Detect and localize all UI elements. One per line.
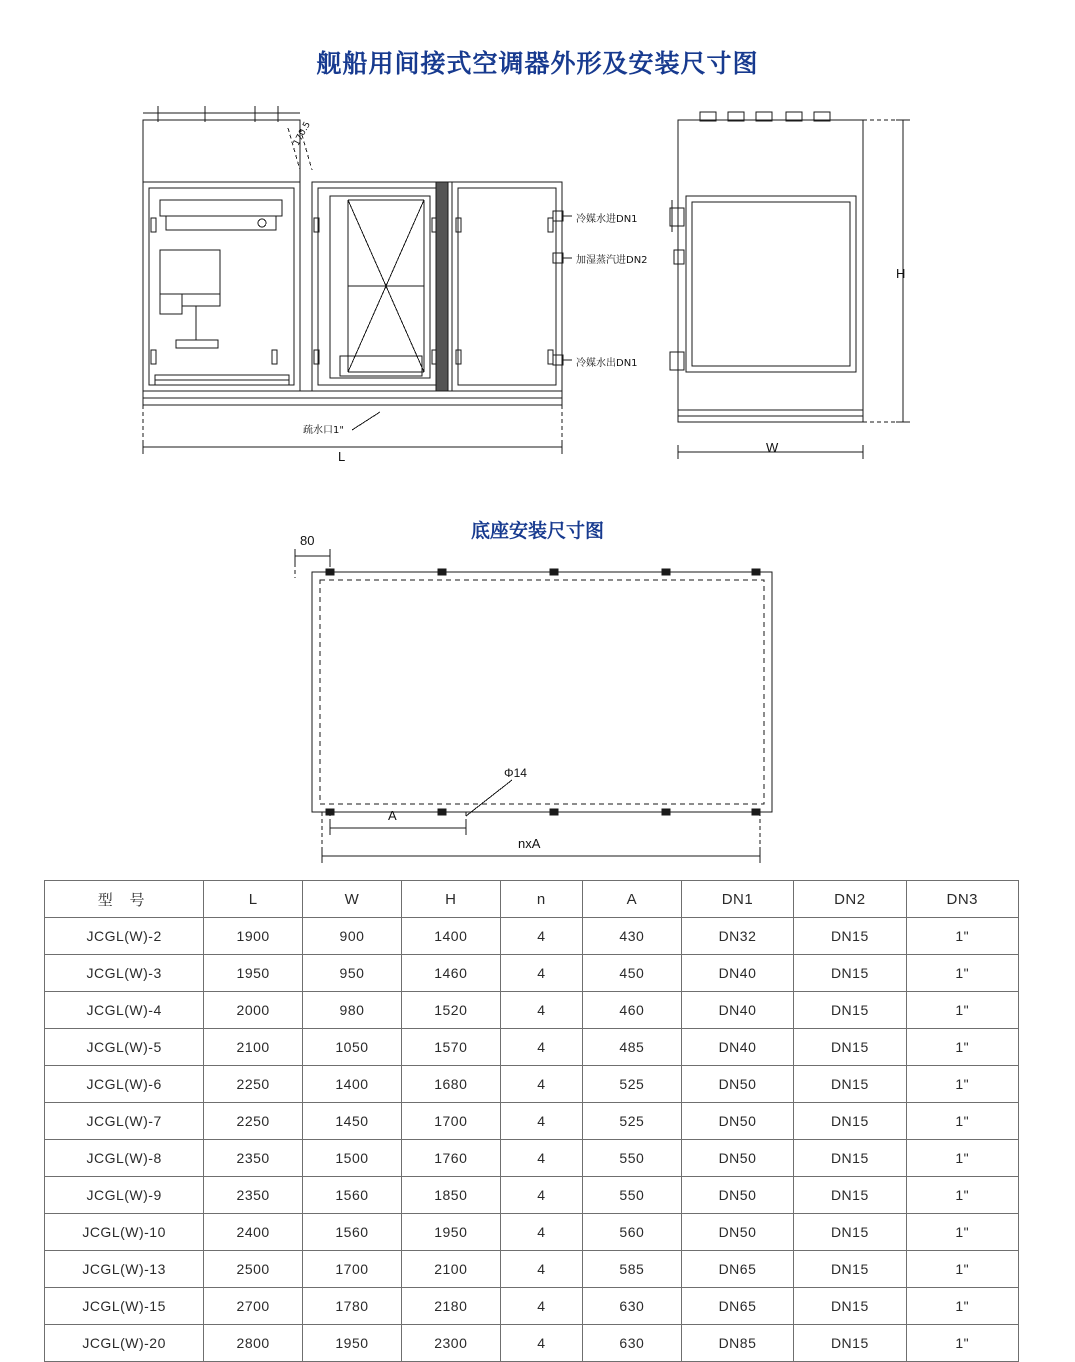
label-hole-diameter: Φ14 bbox=[504, 766, 527, 780]
column-header-dn2: DN2 bbox=[794, 881, 906, 918]
cell-dn1: DN50 bbox=[681, 1140, 793, 1177]
cell-a: 460 bbox=[582, 992, 681, 1029]
cell-a: 430 bbox=[582, 918, 681, 955]
cell-h: 1950 bbox=[401, 1214, 500, 1251]
cell-dn1: DN40 bbox=[681, 1029, 793, 1066]
cell-a: 630 bbox=[582, 1288, 681, 1325]
dimension-pitch-nxa: nxA bbox=[518, 836, 541, 851]
cell-n: 4 bbox=[500, 1288, 582, 1325]
cell-dn1: DN50 bbox=[681, 1214, 793, 1251]
cell-w: 1050 bbox=[303, 1029, 402, 1066]
cell-dn2: DN15 bbox=[794, 1103, 906, 1140]
cell-model: JCGL(W)-2 bbox=[45, 918, 204, 955]
cell-dn1: DN85 bbox=[681, 1325, 793, 1362]
cell-a: 560 bbox=[582, 1214, 681, 1251]
cell-dn2: DN15 bbox=[794, 1029, 906, 1066]
table-row bbox=[45, 1325, 1019, 1362]
cell-h: 1400 bbox=[401, 918, 500, 955]
cell-dn1: DN50 bbox=[681, 1066, 793, 1103]
cell-model: JCGL(W)-3 bbox=[45, 955, 204, 992]
cell-n: 4 bbox=[500, 1140, 582, 1177]
cell-dn2: DN15 bbox=[794, 1325, 906, 1362]
column-header-h: H bbox=[401, 881, 500, 918]
cell-dn3: 1" bbox=[906, 992, 1018, 1029]
cell-dn1: DN40 bbox=[681, 955, 793, 992]
cell-dn2: DN15 bbox=[794, 1177, 906, 1214]
cell-a: 525 bbox=[582, 1103, 681, 1140]
cell-h: 1570 bbox=[401, 1029, 500, 1066]
cell-dn1: DN50 bbox=[681, 1103, 793, 1140]
cell-w: 1700 bbox=[303, 1251, 402, 1288]
cell-w: 1560 bbox=[303, 1214, 402, 1251]
cell-dn1: DN40 bbox=[681, 992, 793, 1029]
table-row bbox=[45, 1214, 1019, 1251]
cell-dn3: 1" bbox=[906, 1029, 1018, 1066]
table-row bbox=[45, 918, 1019, 955]
cell-l: 2400 bbox=[204, 1214, 303, 1251]
cell-dn3: 1" bbox=[906, 955, 1018, 992]
cell-a: 485 bbox=[582, 1029, 681, 1066]
spec-table bbox=[44, 880, 1019, 1362]
table-row bbox=[45, 955, 1019, 992]
cell-a: 450 bbox=[582, 955, 681, 992]
cell-h: 1760 bbox=[401, 1140, 500, 1177]
table-row bbox=[45, 1251, 1019, 1288]
cell-a: 550 bbox=[582, 1140, 681, 1177]
cell-dn2: DN15 bbox=[794, 1288, 906, 1325]
column-header-dn3: DN3 bbox=[906, 881, 1018, 918]
base-mounting-title: 底座安装尺寸图 bbox=[470, 520, 604, 542]
cell-w: 1560 bbox=[303, 1177, 402, 1214]
cell-dn3: 1" bbox=[906, 1140, 1018, 1177]
callout-chilled-water-in: 冷媒水进DN1 bbox=[576, 214, 638, 225]
cell-l: 2700 bbox=[204, 1288, 303, 1325]
cell-n: 4 bbox=[500, 1103, 582, 1140]
cell-n: 4 bbox=[500, 1029, 582, 1066]
cell-model: JCGL(W)-6 bbox=[45, 1066, 204, 1103]
table-row bbox=[45, 1177, 1019, 1214]
cell-l: 2350 bbox=[204, 1140, 303, 1177]
cell-n: 4 bbox=[500, 1214, 582, 1251]
cell-l: 2000 bbox=[204, 992, 303, 1029]
cell-dn3: 1" bbox=[906, 1288, 1018, 1325]
cell-h: 1460 bbox=[401, 955, 500, 992]
cell-n: 4 bbox=[500, 1066, 582, 1103]
cell-l: 1950 bbox=[204, 955, 303, 992]
callout-chilled-water-out: 冷媒水出DN1 bbox=[576, 358, 638, 369]
column-header-model: 型 号 bbox=[45, 881, 204, 918]
cell-h: 2300 bbox=[401, 1325, 500, 1362]
cell-dn3: 1" bbox=[906, 1177, 1018, 1214]
cell-model: JCGL(W)-9 bbox=[45, 1177, 204, 1214]
cell-n: 4 bbox=[500, 955, 582, 992]
cell-model: JCGL(W)-15 bbox=[45, 1288, 204, 1325]
cell-a: 630 bbox=[582, 1325, 681, 1362]
cell-a: 525 bbox=[582, 1066, 681, 1103]
cell-model: JCGL(W)-4 bbox=[45, 992, 204, 1029]
cell-dn2: DN15 bbox=[794, 918, 906, 955]
cell-dn3: 1" bbox=[906, 1103, 1018, 1140]
cell-model: JCGL(W)-7 bbox=[45, 1103, 204, 1140]
callout-small-dimension: 170.5 bbox=[292, 120, 313, 148]
table-header-row bbox=[45, 881, 1019, 918]
cell-model: JCGL(W)-20 bbox=[45, 1325, 204, 1362]
cell-l: 2250 bbox=[204, 1103, 303, 1140]
column-header-w: W bbox=[303, 881, 402, 918]
cell-w: 1950 bbox=[303, 1325, 402, 1362]
column-header-n: n bbox=[500, 881, 582, 918]
column-header-l: L bbox=[204, 881, 303, 918]
cell-h: 1850 bbox=[401, 1177, 500, 1214]
dimension-width: W bbox=[766, 440, 779, 455]
cell-n: 4 bbox=[500, 918, 582, 955]
table-row bbox=[45, 1103, 1019, 1140]
cell-h: 2100 bbox=[401, 1251, 500, 1288]
cell-w: 1400 bbox=[303, 1066, 402, 1103]
dimension-height: H bbox=[896, 266, 906, 281]
cell-dn2: DN15 bbox=[794, 1214, 906, 1251]
cell-n: 4 bbox=[500, 1251, 582, 1288]
cell-h: 1700 bbox=[401, 1103, 500, 1140]
page-title: 舰船用间接式空调器外形及安装尺寸图 bbox=[316, 49, 759, 78]
table-row bbox=[45, 1288, 1019, 1325]
cell-model: JCGL(W)-5 bbox=[45, 1029, 204, 1066]
dimension-edge-offset: 80 bbox=[300, 533, 315, 548]
cell-dn1: DN65 bbox=[681, 1288, 793, 1325]
cell-h: 2180 bbox=[401, 1288, 500, 1325]
cell-w: 980 bbox=[303, 992, 402, 1029]
cell-w: 900 bbox=[303, 918, 402, 955]
cell-dn1: DN50 bbox=[681, 1177, 793, 1214]
cell-w: 1780 bbox=[303, 1288, 402, 1325]
dimension-length: L bbox=[338, 449, 346, 464]
table-row bbox=[45, 1140, 1019, 1177]
cell-a: 550 bbox=[582, 1177, 681, 1214]
cell-l: 2800 bbox=[204, 1325, 303, 1362]
cell-l: 2100 bbox=[204, 1029, 303, 1066]
cell-dn3: 1" bbox=[906, 1325, 1018, 1362]
cell-l: 2350 bbox=[204, 1177, 303, 1214]
table-row bbox=[45, 992, 1019, 1029]
cell-dn2: DN15 bbox=[794, 1140, 906, 1177]
cell-dn3: 1" bbox=[906, 918, 1018, 955]
cell-dn3: 1" bbox=[906, 1251, 1018, 1288]
cell-n: 4 bbox=[500, 992, 582, 1029]
cell-n: 4 bbox=[500, 1177, 582, 1214]
cell-dn3: 1" bbox=[906, 1066, 1018, 1103]
cell-l: 1900 bbox=[204, 918, 303, 955]
cell-w: 1500 bbox=[303, 1140, 402, 1177]
cell-dn1: DN65 bbox=[681, 1251, 793, 1288]
cell-w: 950 bbox=[303, 955, 402, 992]
cell-a: 585 bbox=[582, 1251, 681, 1288]
spec-table-container bbox=[44, 880, 1019, 1362]
cell-w: 1450 bbox=[303, 1103, 402, 1140]
cell-dn1: DN32 bbox=[681, 918, 793, 955]
cell-dn2: DN15 bbox=[794, 1066, 906, 1103]
callout-humidify-steam-in: 加湿蒸汽进DN2 bbox=[576, 255, 648, 266]
table-row bbox=[45, 1066, 1019, 1103]
cell-dn2: DN15 bbox=[794, 955, 906, 992]
cell-h: 1520 bbox=[401, 992, 500, 1029]
cell-n: 4 bbox=[500, 1325, 582, 1362]
table-row bbox=[45, 1029, 1019, 1066]
cell-model: JCGL(W)-8 bbox=[45, 1140, 204, 1177]
cell-l: 2250 bbox=[204, 1066, 303, 1103]
dimension-pitch-a: A bbox=[388, 808, 397, 823]
cell-dn3: 1" bbox=[906, 1214, 1018, 1251]
cell-model: JCGL(W)-10 bbox=[45, 1214, 204, 1251]
cell-dn2: DN15 bbox=[794, 992, 906, 1029]
cell-model: JCGL(W)-13 bbox=[45, 1251, 204, 1288]
cell-dn2: DN15 bbox=[794, 1251, 906, 1288]
column-header-a: A bbox=[582, 881, 681, 918]
cell-h: 1680 bbox=[401, 1066, 500, 1103]
callout-drain-port: 疏水口1" bbox=[303, 425, 344, 436]
cell-l: 2500 bbox=[204, 1251, 303, 1288]
column-header-dn1: DN1 bbox=[681, 881, 793, 918]
